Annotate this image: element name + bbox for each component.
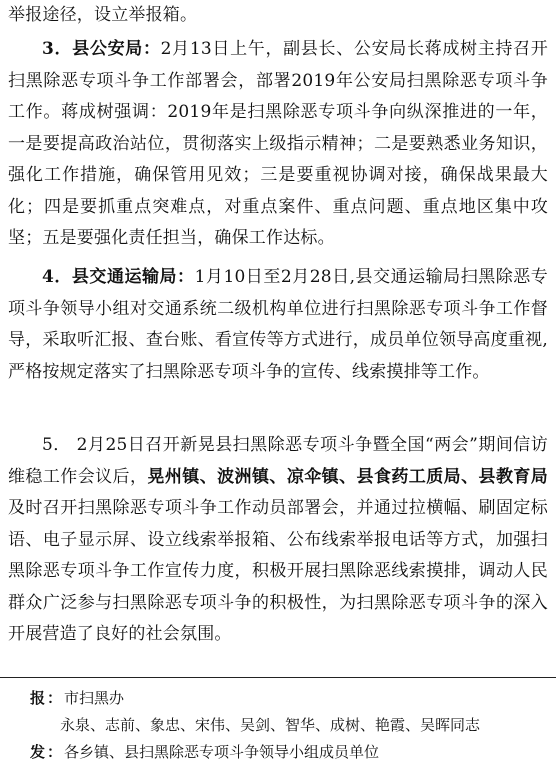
item-title: 县交通运输局： <box>71 267 195 287</box>
paragraph-item-5 <box>8 430 548 651</box>
send-label: 发： <box>30 743 65 761</box>
item-text: 2月13日上午，副县长、公安局长蒋成树主持召开扫黑除恶专项斗争工作部署会，部署2019年公安局扫黑除恶专项斗争工作。蒋成树强调：2019年是扫黑除恶专项斗争向纵深推进的一年，一是要提高政治站位，贯彻落实上级指示精神；二是要熟悉业务知识，强化工作措施，确保管用见效；三是要重视协调对接，确保战果最大化；四是要抓重点突难点，对重点案件、重点问题、重点地区集中攻坚；五是要强化责任担当，确保工作达标。 <box>8 39 549 248</box>
send-row <box>30 742 379 762</box>
report-label: 报： <box>30 689 65 707</box>
paragraph-item-4 <box>8 262 548 388</box>
item-intro: 5． 2月25日召开新晃县扫黑除恶专项斗争暨全国“两会”期间信访维稳工作会议后， <box>8 435 548 487</box>
paragraph-text: 举报途径，设立举报箱。 <box>8 5 198 25</box>
item-title: 县公安局： <box>72 39 161 59</box>
item-number: 3． <box>42 39 73 59</box>
item-text: 1月10日至2月28日,县交通运输局扫黑除恶专项斗争领导小组对交通系统二级机构单位进行扫黑除恶专项斗争工作督导，采取听汇报、查台账、看宣传等方式进行，成员单位领导高度重视,严格按规定落实了扫黑除恶专项斗争的宣传、线索摸排等工作。 <box>8 267 548 382</box>
paragraph-item-3 <box>8 34 548 255</box>
item-text: 及时召开扫黑除恶专项斗争工作动员部署会，并通过拉横幅、刷固定标语、电子显示屏、设立线索举报箱、公布线索举报电话等方式，加强扫黑除恶专项斗争工作宣传力度，积极开展扫黑除恶线索摸排，调动人民群众广泛参与扫黑除恶专项斗争的积极性，为扫黑除恶专项斗争的深入开展营造了良好的社会氛围。 <box>8 498 548 644</box>
item-number: 4． <box>42 267 72 287</box>
send-value: 各乡镇、县扫黑除恶专项斗争领导小组成员单位 <box>64 743 380 761</box>
cc-value: 永泉、志前、象忠、宋伟、吴剑、智华、成树、艳霞、吴晖同志 <box>60 716 481 734</box>
cc-row <box>60 715 480 735</box>
distribution-footer <box>0 677 556 782</box>
report-row <box>30 688 124 708</box>
report-value: 市扫黑办 <box>64 689 125 707</box>
item-units: 晃州镇、波洲镇、凉伞镇、县食药工质局、县教育局 <box>147 466 548 487</box>
paragraph-continuation <box>8 0 548 32</box>
